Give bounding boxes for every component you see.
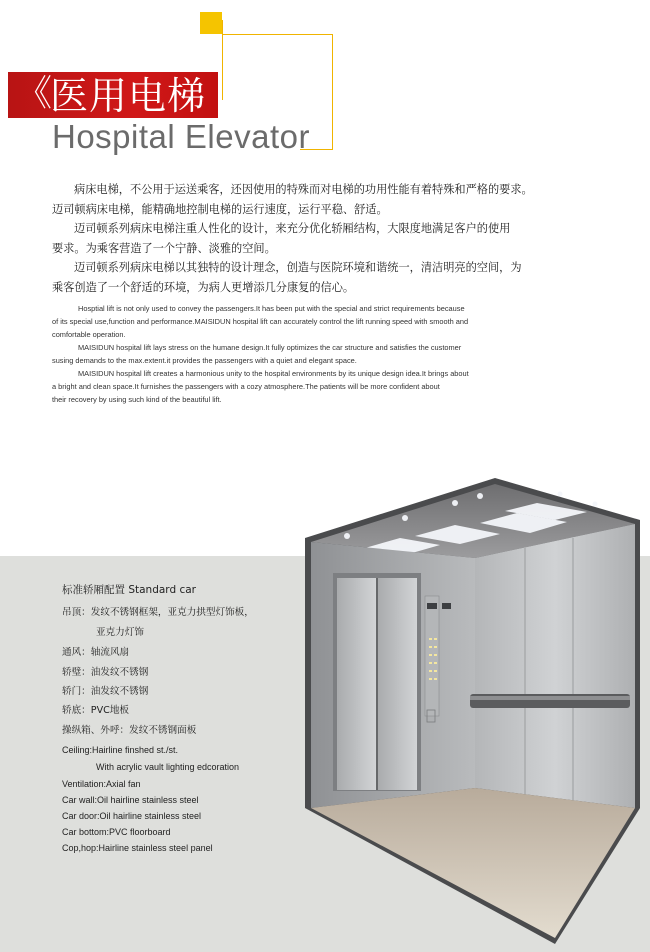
decorative-line [332,34,333,149]
intro-english [52,302,542,406]
spec-cn-item: 轿璧：油发纹不锈钢 [62,667,149,678]
intro-chinese [52,180,552,297]
spec-en-item: Car bottom:PVC floorboard [62,827,171,837]
spec-cn-item: 通风：轴流风扇 [62,647,130,658]
intro-cn-line: 要求。为乘客营造了一个宁静、淡雅的空间。 [52,241,276,255]
intro-en-line: MAISIDUN hospital lift creates a harmonious unity to the hospital environments by its unique design idea.It brings about [78,369,469,378]
spec-cn-item: 亚克力灯饰 [96,627,144,638]
intro-en-line: of its special use,function and performance.MAISIDUN hospital lift can accurately control the lift running speed with smooth and [52,317,469,326]
chevron-left-icon: 《 [16,73,43,114]
intro-en-line: comfortable operation. [52,330,126,339]
intro-en-line: Hosptial lift is not only used to convey the passengers.It has been put with the special and strict requirements because [78,304,465,313]
intro-en-line: MAISIDUN hospital lift lays stress on the humane design.It fully optimizes the car structure and satisfies the customer [78,343,462,352]
intro-cn-line: 病床电梯，不公用于运送乘客，还因使用的特殊而对电梯的功用性能有着特殊和严格的要求。 [74,183,533,196]
page-title-en: Hospital Elevator [52,118,310,155]
spec-cn-item: 轿底：PVC地板 [62,705,130,716]
intro-cn-line: 迈司顿系列病床电梯注重人性化的设计，来充分优化轿厢结构，大限度地满足客户的使用 [74,222,511,235]
intro-cn-line: 迈司顿系列病床电梯以其独特的设计理念，创造与医院环境和谐统一，清洁明亮的空间，为 [74,261,522,274]
intro-en-line: a bright and clean space.It furnishes the passengers with a cozy atmosphere.The patients will be more confident about [52,382,440,391]
page-title-cn: 医用电梯 [50,74,207,118]
spec-en-item: Ceiling:Hairline finshed st./st. [62,745,179,755]
spec-cn-item: 吊顶：发纹不锈钢框架，亚克力拱型灯饰板， [62,607,254,618]
spec-en-item: Ventilation:Axial fan [62,779,141,789]
spec-en-item: Car door:Oil hairline stainless steel [62,811,202,821]
intro-en-line: their recovery by using such kind of the beautiful lift. [52,395,222,404]
decorative-yellow-square [200,12,222,34]
cabin-back-wall [475,524,635,808]
intro-en-line: susing demands to the max.extent.it provides the passengers with a quiet and elegant space. [52,356,357,365]
spec-en-item: With acrylic vault lighting edcoration [96,762,240,772]
intro-cn-line: 乘客创造了一个舒适的环境，为病人更增添几分康复的信心。 [52,280,355,294]
spec-en-item: Cop,hop:Hairline stainless steel panel [62,843,213,853]
spec-en-item: Car wall:Oil hairline stainless steel [62,795,199,805]
cabin-door-right [378,578,417,790]
decorative-line [222,34,332,35]
cabin-floor [311,788,635,938]
spec-cn-item: 操纵箱、外呼：发纹不锈钢面板 [62,725,197,736]
specs-heading: 标准轿厢配置 Standard car [62,584,196,596]
elevator-cabin-illustration [305,478,645,944]
decorative-line [222,20,223,100]
intro-cn-line: 迈司顿病床电梯，能精确地控制电梯的运行速度，运行平稳、舒适。 [52,202,388,216]
spec-cn-item: 轿门：油发纹不锈钢 [62,686,149,697]
cabin-door-left [337,578,376,790]
